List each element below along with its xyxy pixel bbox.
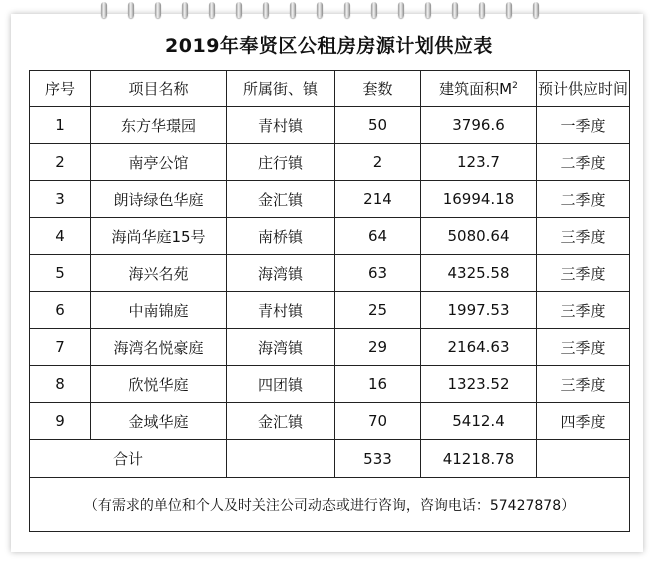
table-row xyxy=(30,255,630,292)
cell-schedule: 一季度 xyxy=(537,107,630,144)
binding-ring-icon xyxy=(101,2,107,18)
cell-area: 1997.53 xyxy=(421,292,537,329)
cell-town: 金汇镇 xyxy=(227,181,335,218)
binding-ring-icon xyxy=(479,2,485,18)
cell-units: 50 xyxy=(335,107,421,144)
table-header-row xyxy=(30,71,630,107)
contact-note: （有需求的单位和个人及时关注公司动态或进行咨询，咨询电话：57427878） xyxy=(30,478,630,532)
header-name: 项目名称 xyxy=(91,71,227,107)
cell-units: 16 xyxy=(335,366,421,403)
header-schedule: 预计供应时间 xyxy=(537,71,630,107)
table-row xyxy=(30,181,630,218)
cell-town: 青村镇 xyxy=(227,107,335,144)
cell-schedule: 二季度 xyxy=(537,144,630,181)
document-sheet xyxy=(29,26,629,546)
note-row xyxy=(30,478,630,532)
cell-town: 青村镇 xyxy=(227,292,335,329)
total-empty-cell xyxy=(227,440,335,478)
binding-ring-icon xyxy=(533,2,539,18)
cell-units: 29 xyxy=(335,329,421,366)
table-row xyxy=(30,329,630,366)
cell-name: 中南锦庭 xyxy=(91,292,227,329)
table-row xyxy=(30,403,630,440)
binding-ring-icon xyxy=(236,2,242,18)
cell-schedule: 三季度 xyxy=(537,218,630,255)
binding-ring-icon xyxy=(128,2,134,18)
cell-index: 5 xyxy=(30,255,91,292)
table-row xyxy=(30,218,630,255)
cell-index: 3 xyxy=(30,181,91,218)
table-row xyxy=(30,292,630,329)
cell-town: 庄行镇 xyxy=(227,144,335,181)
binding-ring-icon xyxy=(290,2,296,18)
cell-town: 金汇镇 xyxy=(227,403,335,440)
cell-name: 东方华璟园 xyxy=(91,107,227,144)
cell-name: 海尚华庭15号 xyxy=(91,218,227,255)
binding-ring-icon xyxy=(371,2,377,18)
cell-schedule: 二季度 xyxy=(537,181,630,218)
cell-area: 2164.63 xyxy=(421,329,537,366)
cell-index: 8 xyxy=(30,366,91,403)
cell-name: 海湾名悦豪庭 xyxy=(91,329,227,366)
binding-ring-icon xyxy=(263,2,269,18)
cell-area: 5412.4 xyxy=(421,403,537,440)
header-index: 序号 xyxy=(30,71,91,107)
cell-index: 9 xyxy=(30,403,91,440)
table-row xyxy=(30,144,630,181)
header-area xyxy=(421,71,537,107)
binding-ring-icon xyxy=(398,2,404,18)
binding-ring-icon xyxy=(344,2,350,18)
total-label: 合计 xyxy=(30,440,227,478)
binding-ring-icon xyxy=(452,2,458,18)
cell-name: 欣悦华庭 xyxy=(91,366,227,403)
cell-units: 63 xyxy=(335,255,421,292)
cell-area: 123.7 xyxy=(421,144,537,181)
header-town: 所属街、镇 xyxy=(227,71,335,107)
supply-table xyxy=(29,70,630,532)
header-area-superscript: 2 xyxy=(512,81,518,91)
cell-index: 6 xyxy=(30,292,91,329)
header-units: 套数 xyxy=(335,71,421,107)
cell-index: 7 xyxy=(30,329,91,366)
cell-name: 金域华庭 xyxy=(91,403,227,440)
cell-area: 5080.64 xyxy=(421,218,537,255)
total-empty-cell xyxy=(537,440,630,478)
cell-schedule: 三季度 xyxy=(537,292,630,329)
cell-schedule: 三季度 xyxy=(537,329,630,366)
header-area-label: 建筑面积M xyxy=(439,80,513,98)
binding-ring-icon xyxy=(317,2,323,18)
cell-name: 海兴名苑 xyxy=(91,255,227,292)
page-title: 2019年奉贤区公租房房源计划供应表 xyxy=(165,35,493,57)
cell-units: 70 xyxy=(335,403,421,440)
cell-area: 1323.52 xyxy=(421,366,537,403)
cell-index: 4 xyxy=(30,218,91,255)
binding-ring-icon xyxy=(506,2,512,18)
cell-area: 4325.58 xyxy=(421,255,537,292)
cell-area: 16994.18 xyxy=(421,181,537,218)
cell-units: 2 xyxy=(335,144,421,181)
cell-area: 3796.6 xyxy=(421,107,537,144)
cell-name: 朗诗绿色华庭 xyxy=(91,181,227,218)
table-row xyxy=(30,366,630,403)
total-area: 41218.78 xyxy=(421,440,537,478)
table-row xyxy=(30,107,630,144)
cell-units: 25 xyxy=(335,292,421,329)
cell-town: 四团镇 xyxy=(227,366,335,403)
cell-town: 海湾镇 xyxy=(227,255,335,292)
cell-units: 64 xyxy=(335,218,421,255)
binding-ring-icon xyxy=(155,2,161,18)
binding-ring-icon xyxy=(209,2,215,18)
cell-units: 214 xyxy=(335,181,421,218)
binding-ring-icon xyxy=(425,2,431,18)
cell-town: 南桥镇 xyxy=(227,218,335,255)
cell-town: 海湾镇 xyxy=(227,329,335,366)
cell-schedule: 三季度 xyxy=(537,366,630,403)
cell-index: 2 xyxy=(30,144,91,181)
spiral-binding xyxy=(0,0,655,22)
binding-ring-icon xyxy=(182,2,188,18)
total-row xyxy=(30,440,630,478)
cell-schedule: 四季度 xyxy=(537,403,630,440)
cell-name: 南亭公馆 xyxy=(91,144,227,181)
total-units: 533 xyxy=(335,440,421,478)
cell-schedule: 三季度 xyxy=(537,255,630,292)
cell-index: 1 xyxy=(30,107,91,144)
